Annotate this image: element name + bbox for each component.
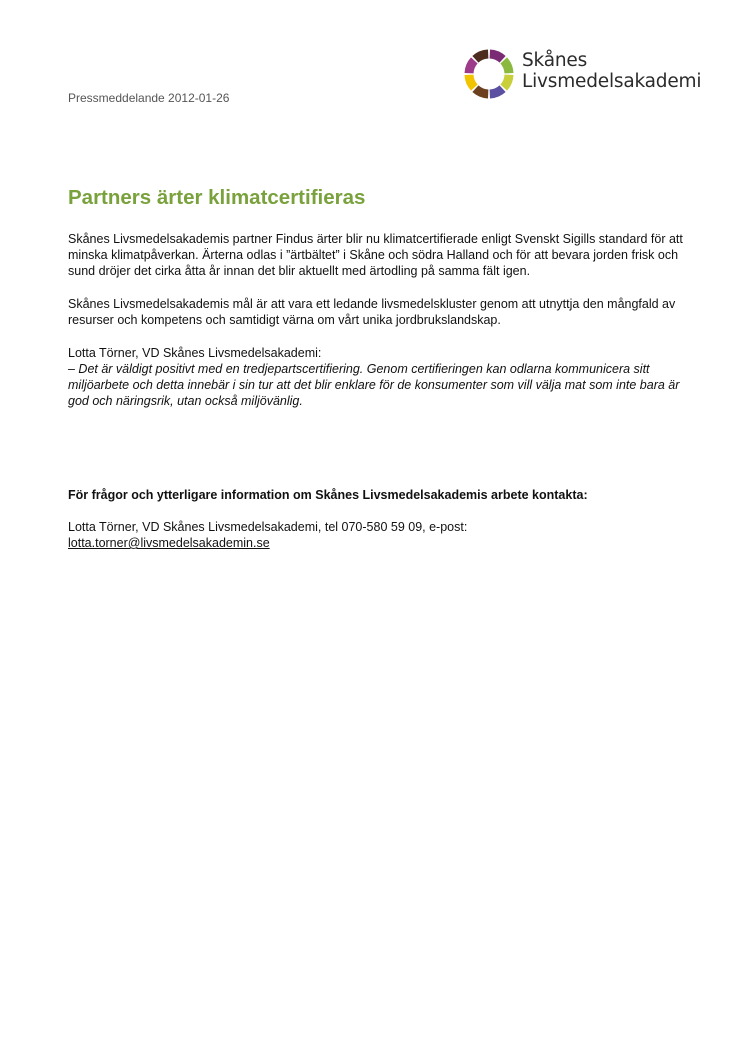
article-body <box>68 231 683 409</box>
quote-text: – Det är väldigt positivt med en tredjepartscertifiering. Genom certifieringen kan odlarna kommunicera sitt miljöarbete och detta innebär i sin tur att det blir enklare för de konsumenter som vill välja mat som inte bara är god och näringsrik, utan också miljövänlig. <box>68 362 680 408</box>
contact-heading: För frågor och ytterligare information om Skånes Livsmedelsakademis arbete kontakta: <box>68 488 588 502</box>
logo-ring-segment <box>469 60 474 73</box>
logo-ring-segment <box>490 89 503 94</box>
contact-info <box>68 519 467 551</box>
logo-ring-segment <box>469 75 474 88</box>
paragraph-mission: Skånes Livsmedelsakademis mål är att vara ett ledande livsmedelskluster genom att utnyttja den mångfald av resurser och kompetens och samtidigt värna om vårt unika jordbrukslandskap. <box>68 297 676 327</box>
quote-attribution: Lotta Törner, VD Skånes Livsmedelsakademi: <box>68 346 322 360</box>
logo-line2: Livsmedelsakademi <box>522 71 702 92</box>
paragraph-intro: Skånes Livsmedelsakademis partner Findus ärter blir nu klimatcertifierade enligt Svenskt Sigills standard för att minska klimatpåverkan. Ärterna odlas i ”ärtbältet” i Skåne och södra Halland och för att bevara jorden frisk och sund dröjer det cirka åtta år innan det blir aktuellt med ärtodling på samma fält igen. <box>68 232 683 278</box>
logo-text <box>522 50 701 92</box>
logo-ring-icon <box>463 48 515 100</box>
logo-ring-segment <box>475 89 488 94</box>
press-release-date: Pressmeddelande 2012-01-26 <box>68 91 230 105</box>
logo <box>463 48 702 100</box>
logo-ring-segment <box>504 75 509 88</box>
logo-ring-segment <box>490 54 503 59</box>
logo-ring-segment <box>475 54 488 59</box>
contact-email-link[interactable]: lotta.torner@livsmedelsakademin.se <box>68 536 270 550</box>
logo-line1: Skånes <box>522 50 588 71</box>
contact-line: Lotta Törner, VD Skånes Livsmedelsakademi, tel 070-580 59 09, e-post: <box>68 520 468 534</box>
article-title: Partners ärter klimatcertifieras <box>68 186 366 209</box>
logo-ring-segment <box>504 60 509 73</box>
